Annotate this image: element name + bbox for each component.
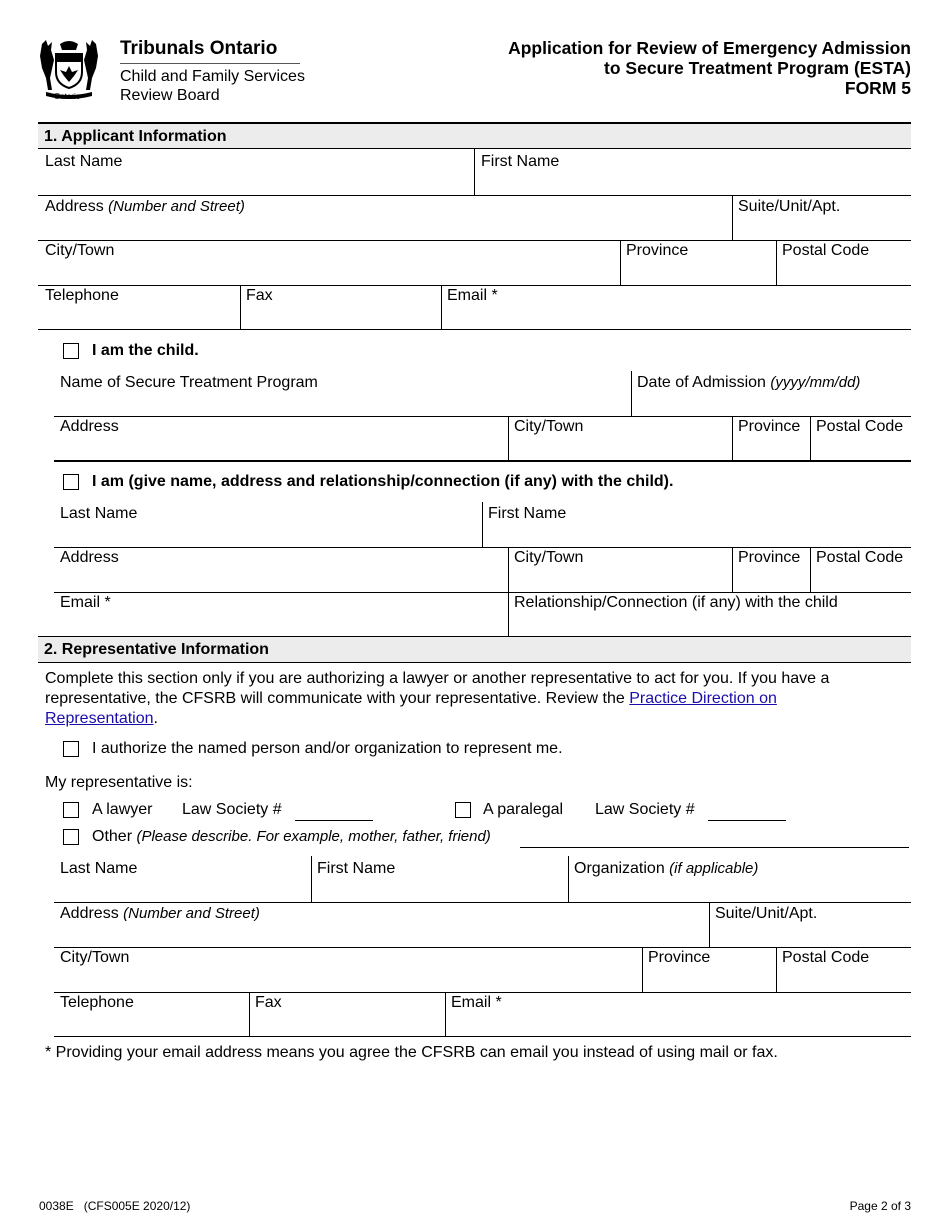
rep-last-name-label: Last Name — [60, 860, 138, 877]
rep-province-label: Province — [648, 949, 711, 966]
program-name-label: Name of Secure Treatment Program — [60, 374, 318, 391]
authorize-representative-checkbox[interactable] — [63, 741, 79, 757]
rep-first-name-input[interactable] — [313, 879, 565, 901]
other-rep-checkbox[interactable] — [63, 829, 79, 845]
rep-fax-input[interactable] — [251, 1013, 442, 1035]
applicant-first-name-input[interactable] — [476, 172, 910, 194]
other-first-name-label: First Name — [488, 505, 567, 522]
my-representative-label: My representative is: — [45, 774, 193, 791]
other-relationship-input[interactable] — [510, 613, 910, 635]
other-rep-description-input[interactable] — [520, 847, 909, 848]
section2-title: 2. Representative Information — [44, 641, 269, 658]
other-rep-label: Other (Please describe. For example, mother, father, friend) — [92, 828, 491, 845]
rep-email-input[interactable] — [447, 1013, 910, 1035]
applicant-address-input[interactable] — [39, 217, 729, 239]
page-number: Page 2 of 3 — [849, 1199, 911, 1213]
section2-intro-line3: Representation. — [45, 710, 158, 727]
program-name-input[interactable] — [55, 393, 628, 415]
rep-last-name-input[interactable] — [55, 879, 308, 901]
section1-title: 1. Applicant Information — [44, 128, 227, 145]
lawyer-law-society-label: Law Society # — [182, 801, 282, 818]
other-last-name-label: Last Name — [60, 505, 138, 522]
admission-date-label: Date of Admission (yyyy/mm/dd) — [637, 374, 861, 391]
i-am-other-checkbox[interactable] — [63, 474, 79, 490]
i-am-child-label: I am the child. — [92, 342, 199, 359]
program-address-input[interactable] — [55, 438, 505, 460]
lawyer-label: A lawyer — [92, 801, 153, 818]
rep-city-label: City/Town — [60, 949, 130, 966]
rep-suite-input[interactable] — [711, 924, 910, 946]
form-title-line1: Application for Review of Emergency Admission — [508, 38, 911, 58]
practice-direction-link[interactable]: Practice Direction on — [629, 690, 777, 707]
other-province-input[interactable] — [734, 569, 808, 591]
i-am-other-label: I am (give name, address and relationship/connection (if any) with the child). — [92, 473, 674, 490]
other-address-input[interactable] — [55, 569, 505, 591]
program-address-label: Address — [60, 418, 119, 435]
applicant-first-name-label: First Name — [481, 153, 560, 170]
applicant-postal-input[interactable] — [778, 262, 910, 284]
logo-caption: Ontario — [54, 92, 81, 101]
other-postal-label: Postal Code — [816, 549, 904, 566]
section2-header — [38, 636, 911, 663]
org-divider — [120, 63, 300, 64]
rep-telephone-input[interactable] — [55, 1013, 246, 1035]
applicant-telephone-input[interactable] — [39, 306, 237, 328]
other-relationship-label: Relationship/Connection (if any) with the child — [514, 594, 838, 611]
lawyer-law-society-input[interactable] — [295, 820, 373, 821]
section2-intro-line1: Complete this section only if you are authorizing a lawyer or another representative to act for you. If you have a — [45, 670, 830, 687]
program-postal-label: Postal Code — [816, 418, 904, 435]
other-last-name-input[interactable] — [55, 524, 479, 546]
program-province-input[interactable] — [734, 438, 808, 460]
org-name: Tribunals Ontario — [120, 38, 278, 59]
applicant-fax-input[interactable] — [242, 306, 438, 328]
applicant-province-input[interactable] — [622, 262, 774, 284]
applicant-last-name-label: Last Name — [45, 153, 123, 170]
rep-organization-label: Organization (if applicable) — [574, 860, 759, 877]
rep-address-label: Address (Number and Street) — [60, 905, 260, 922]
rep-postal-label: Postal Code — [782, 949, 870, 966]
section1-header — [38, 122, 911, 149]
applicant-suite-label: Suite/Unit/Apt. — [738, 198, 841, 215]
applicant-city-label: City/Town — [45, 242, 115, 259]
paralegal-label: A paralegal — [483, 801, 564, 818]
applicant-email-input[interactable] — [443, 306, 910, 328]
program-city-input[interactable] — [510, 438, 730, 460]
paralegal-law-society-input[interactable] — [708, 820, 786, 821]
other-address-label: Address — [60, 549, 119, 566]
rep-email-label: Email * — [451, 994, 502, 1011]
applicant-suite-input[interactable] — [734, 217, 910, 239]
other-email-input[interactable] — [55, 613, 505, 635]
paralegal-checkbox[interactable] — [455, 802, 471, 818]
program-city-label: City/Town — [514, 418, 584, 435]
authorize-representative-label: I authorize the named person and/or organization to represent me. — [92, 740, 563, 757]
other-province-label: Province — [738, 549, 801, 566]
program-province-label: Province — [738, 418, 801, 435]
paralegal-law-society-label: Law Society # — [595, 801, 695, 818]
form-title-line2: to Secure Treatment Program (ESTA) — [604, 58, 911, 78]
applicant-city-input[interactable] — [39, 262, 617, 284]
form-number: FORM 5 — [844, 78, 911, 98]
rep-telephone-label: Telephone — [60, 994, 134, 1011]
rep-first-name-label: First Name — [317, 860, 396, 877]
i-am-child-checkbox[interactable] — [63, 343, 79, 359]
rep-suite-label: Suite/Unit/Apt. — [715, 905, 818, 922]
admission-date-input[interactable] — [633, 393, 910, 415]
rep-organization-input[interactable] — [570, 879, 910, 901]
section2-intro-line2: representative, the CFSRB will communicate with your representative. Review the Practice Direction on — [45, 690, 777, 707]
rep-province-input[interactable] — [644, 969, 774, 991]
email-consent-footnote: * Providing your email address means you agree the CFSRB can email you instead of using mail or fax. — [45, 1044, 778, 1061]
applicant-email-label: Email * — [447, 287, 498, 304]
rep-fax-label: Fax — [255, 994, 282, 1011]
rep-city-input[interactable] — [55, 969, 639, 991]
applicant-telephone-label: Telephone — [45, 287, 119, 304]
other-city-label: City/Town — [514, 549, 584, 566]
program-postal-input[interactable] — [812, 438, 910, 460]
applicant-province-label: Province — [626, 242, 689, 259]
board-name-line2: Review Board — [120, 87, 220, 104]
board-name-line1: Child and Family Services — [120, 68, 305, 85]
applicant-fax-label: Fax — [246, 287, 273, 304]
other-postal-input[interactable] — [812, 569, 910, 591]
applicant-address-label: Address (Number and Street) — [45, 198, 245, 215]
rep-postal-input[interactable] — [778, 969, 910, 991]
lawyer-checkbox[interactable] — [63, 802, 79, 818]
other-city-input[interactable] — [510, 569, 730, 591]
applicant-postal-label: Postal Code — [782, 242, 870, 259]
other-email-label: Email * — [60, 594, 111, 611]
applicant-last-name-input[interactable] — [39, 172, 473, 194]
other-first-name-input[interactable] — [484, 524, 910, 546]
form-code: 0038E (CFS005E 2020/12) — [39, 1199, 191, 1213]
practice-direction-link-cont[interactable]: Representation — [45, 710, 154, 727]
rep-address-input[interactable] — [55, 924, 706, 946]
